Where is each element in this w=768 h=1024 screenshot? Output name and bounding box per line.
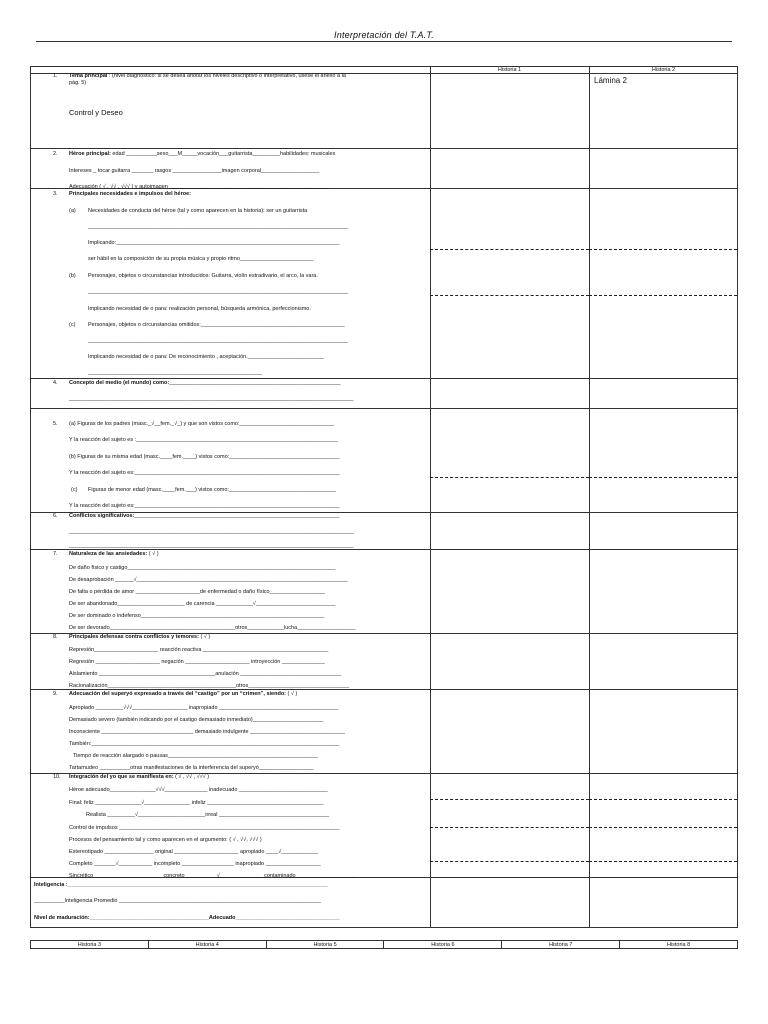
section-10-line-6: Estereotipado ________________ original _____________________ apropiado ____√____________: [69, 849, 318, 855]
tat-form-grid: [30, 66, 738, 928]
section-3-a-line-2: _____________________________________________________________________________________: [88, 224, 349, 230]
section-7-line-1: De daño físico y castigo____________________________________________________________________: [69, 565, 336, 571]
section-6-l1: ___________________________________________________________________: [134, 513, 340, 519]
section-5-number: 5.: [53, 421, 58, 427]
footer-historia-4: Historia 4: [149, 941, 267, 948]
section-3-c-line-1: Personajes, objetos o circunstancias omitidos:_______________________________________________: [88, 322, 345, 328]
section-1-number: 1.: [53, 73, 58, 79]
dashed-line: [589, 799, 737, 800]
dashed-line: [589, 861, 737, 862]
section-10-line-8: Sincrético ______________________ concreto __________√______________ contaminado ____________________: [69, 873, 359, 879]
section-5-c-label: (c): [71, 487, 78, 493]
section-7-mark: ( √ ): [148, 551, 159, 557]
section-8-line-3: Aislamiento ______________________________________anulación _________________________________: [69, 671, 342, 677]
section-8-line-4: Racionalización__________________________________________otros_________________________________: [69, 683, 350, 689]
footer-historias: [30, 940, 738, 949]
section-5-a: (a) Figuras de los padres (masc._√__fem._√_) y que son vistos como:_______________________________: [69, 421, 335, 427]
dashed-line: [589, 477, 737, 478]
section-10-mark: ( √ , √√ , √√√ ): [175, 774, 210, 780]
section-3-number: 3.: [53, 191, 58, 197]
section-5-b-reaction: Y la reacción del sujeto es:___________________________________________________________________: [69, 470, 340, 476]
section-9-number: 9.: [53, 691, 58, 697]
section-1-answer: Control y Deseo: [69, 108, 123, 117]
section-9-title: Adecuación del superyó expresado a través del “castigo” por un “crimen”, siendo:: [69, 691, 287, 697]
section-10-line-2: Final: feliz _______________√_______________ infeliz ______________________________________: [69, 800, 324, 806]
dashed-line: [430, 827, 589, 828]
lamina-label: Lámina 2: [594, 76, 627, 85]
section-5-b: (b) Figuras de su misma edad (masc.____fem.____) vistos como:____________________________________: [69, 454, 340, 460]
dashed-line: [430, 861, 589, 862]
section-4-l1: ________________________________________________________: [169, 380, 341, 386]
section-1-desc: : (nivel diagnóstico: si se desea anotar los niveles descriptivo o interpretativo, usese el anexo a la: [108, 73, 346, 79]
section-9-mark: ( √ ): [287, 691, 298, 697]
section-5-c-reaction: Y la reacción del sujeto es:___________________________________________________________________: [69, 503, 340, 509]
section-3-a-line-3: Implicando:_________________________________________________________________________: [88, 240, 340, 246]
section-3-c-line-2: _____________________________________________________________________________________: [88, 338, 349, 344]
section-9-line-1: Apropiado _________√√√__________________ inapropiado _______________________________________: [69, 705, 339, 711]
section-10-heading: [69, 774, 209, 781]
row-divider: [31, 408, 737, 409]
section-3-b-line-2: _____________________________________________________________________________________: [88, 289, 349, 295]
section-4-number: 4.: [53, 380, 58, 386]
section-8-line-2: Regresión _____________________ negación _____________________ introyección ______________: [69, 659, 325, 665]
section-10-line-1: Héroe adecuado_______________√√√______________ inadecuado _____________________________: [69, 787, 328, 793]
section-7-line-6: De ser devorado_________________________________________otros____________lucha___________________: [69, 625, 356, 631]
section-10-title: Integración del yo que se manifiesta en:: [69, 774, 174, 780]
section-1-desc2: pág. 5): [69, 80, 87, 86]
dashed-line: [589, 295, 737, 296]
footer-historia-5: Historia 5: [267, 941, 385, 948]
section-3-a-line-1: Necesidades de conducta del héroe (tal y como aparecen en la historia): ser un guitarrista: [88, 208, 308, 214]
section-7-line-4: De ser abandonado______________________ de carencia ____________√__________________________: [69, 601, 336, 607]
column-divider-1: [430, 67, 431, 927]
page-title: Interpretación del T.A.T.: [334, 30, 434, 40]
section-7-line-5: De ser dominado o indefenso____________________________________________________________: [69, 613, 325, 619]
section-10-line-4: Control de impulsos ________________________________________________________________________: [69, 825, 340, 831]
section-7-line-3: De falta o pérdida de amor _____________________de enfermedad o daño físico__________________: [69, 589, 325, 595]
section-7-heading: [69, 551, 159, 558]
section-8-number: 8.: [53, 634, 58, 640]
dashed-line: [430, 799, 589, 800]
dashed-line: [430, 249, 589, 250]
intelligence-line-2: __________Inteligencia Promedio __________________________________________________________________: [34, 898, 321, 904]
section-10-line-3: Realista _________√______________________irreal ____________________________________: [86, 812, 330, 818]
maturity-line: Nivel de maduración:_______________________________________Adecuado__________________________________: [34, 915, 340, 921]
section-9-line-4: También:_________________________________________________________________________________: [69, 741, 340, 747]
section-3-b-line-1: Personajes, objetos o circunstancias introducidos: Guitarra, violín estradivario, el arco, la vara.: [88, 273, 318, 279]
section-9-line-3: Inconsciente ______________________________ demasiado indulgente _______________________________: [69, 729, 345, 735]
section-1-text: [69, 73, 346, 80]
section-2-number: 2.: [53, 151, 58, 157]
section-10-line-5: Procesos del pensamiento tal y como aparecen en el argumento: ( √ , √√, √√√ ): [69, 837, 262, 843]
section-9-heading: [69, 691, 297, 698]
section-10-line-7: Completo _______√___________ incompleto _________________ inapropiado __________________: [69, 861, 321, 867]
section-6-line-3: _____________________________________________________________________________________________: [69, 543, 354, 549]
section-3-c-line-3: Implicando necesidad de o para: De reconocimiento , aceptación._________________________: [88, 354, 325, 360]
section-5-c: Figuras de menor edad (masc.____fem.___) vistos como:___________________________________: [88, 487, 336, 493]
section-2-line-3: Adecuación ( √ , √√ , √√√ ) y autoimagen ____________________________________________________: [69, 184, 329, 190]
section-8-title: Principales defensas contra conflictos y temores:: [69, 634, 199, 640]
section-4-title: Concepto del medio (el mundo) como:: [69, 380, 170, 386]
section-3-a-label: (a): [69, 208, 76, 214]
section-10-number: 10.: [53, 774, 61, 780]
section-2-line-2: Intereses _ tocar guitarra _______ rasgos ________________imagen corporal___________________: [69, 168, 320, 174]
section-8-heading: [69, 634, 210, 641]
column-historia-2: Historia 2: [651, 67, 676, 73]
column-divider-2: [589, 67, 590, 927]
section-3-a-line-4: ser hábil en la composición de su propia música y propio ritmo________________________: [88, 256, 314, 262]
section-1-title: Tema principal: [69, 73, 108, 79]
footer-historia-6: Historia 6: [384, 941, 502, 948]
section-3-title: Principales necesidades e impulsos del héroe:: [69, 191, 191, 197]
section-7-number: 7.: [53, 551, 58, 557]
dashed-line: [430, 295, 589, 296]
row-divider: [31, 378, 737, 379]
dashed-line: [430, 477, 589, 478]
section-6-line-2: _____________________________________________________________________________________________: [69, 529, 354, 535]
section-8-mark: ( √ ): [200, 634, 211, 640]
footer-historia-3: Historia 3: [31, 941, 149, 948]
footer-historia-8: Historia 8: [666, 942, 691, 948]
section-4-line-1: [69, 380, 341, 387]
section-3-c-label: (c): [69, 322, 76, 328]
section-7-title: Naturaleza de las ansiedades:: [69, 551, 148, 557]
section-8-line-1: Represión_____________________ reacción reactiva _________________________________________: [69, 647, 329, 653]
dashed-line: [589, 827, 737, 828]
section-9-line-6: Tartamudeo __________otras manifestaciones de la interferencia del superyó__________________: [69, 765, 314, 771]
section-3-b-line-3: Implicando necesidad de o para: realización personal, búsqueda armónica, perfeccionismo.: [88, 306, 311, 312]
section-6-title: Conflictos significativos:: [69, 513, 135, 519]
section-9-line-5: Tiempo de reacción alargado o pausas_________________________________________________: [73, 753, 318, 759]
section-9-line-2: Demasiado severo (también indicando por el castigo demasiado inmediato)_______________________: [69, 717, 324, 723]
section-3-b-label: (b): [69, 273, 76, 279]
section-2-line-1: [69, 151, 335, 158]
section-5-a-reaction: Y la reacción del sujeto es :__________________________________________________________________: [69, 437, 339, 443]
intelligence-line-1: Inteligencia :_____________________________________________________________________________________: [34, 882, 328, 888]
header-rule: [36, 41, 732, 42]
section-7-line-2: De desaprobación ______√_____________________________________________________________________: [69, 577, 348, 583]
footer-historia-7: Historia 7: [502, 941, 620, 948]
dashed-line: [589, 249, 737, 250]
section-3-c-line-4: _________________________________________________________: [88, 370, 263, 376]
column-historia-1: Historia 1: [497, 67, 522, 73]
section-2-l1: edad __________sexo___M_____vocación___guitarrista_________habilidades: musicales: [112, 151, 336, 157]
section-2-title: Héroe principal:: [69, 151, 111, 157]
section-6-number: 6.: [53, 513, 58, 519]
section-6-line-1: [69, 513, 339, 520]
row-divider: [31, 148, 737, 149]
section-4-line-2: _____________________________________________________________________________________________: [69, 396, 354, 402]
